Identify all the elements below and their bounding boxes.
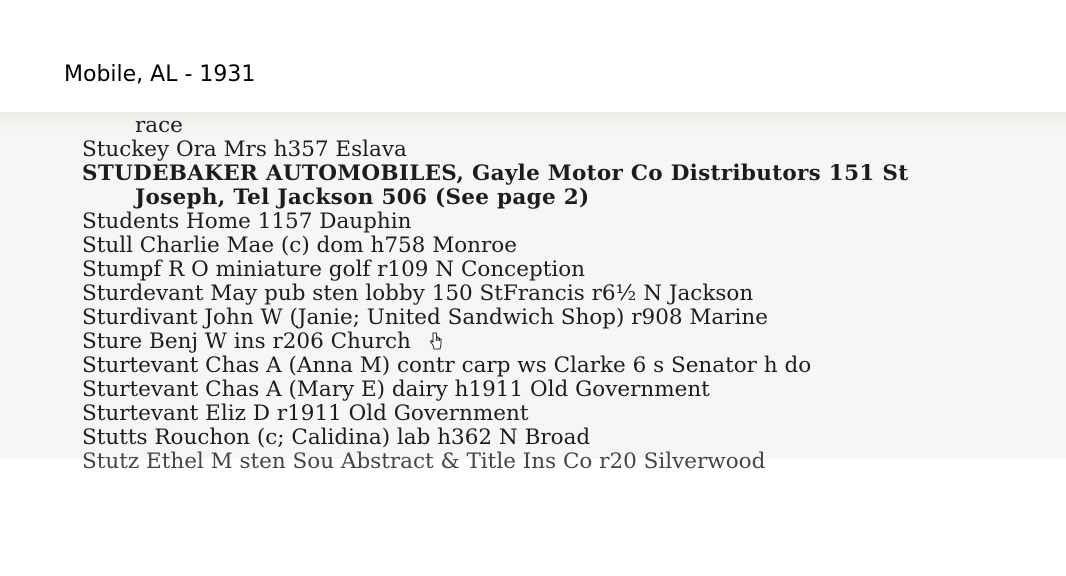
- directory-entry: Sturdevant May pub sten lobby 150 StFrancis r6½ N Jackson: [82, 281, 754, 306]
- hand-cursor-icon: [430, 332, 442, 350]
- directory-entry: Sturtevant Chas A (Mary E) dairy h1911 Old Government: [82, 377, 710, 402]
- directory-entry: STUDEBAKER AUTOMOBILES, Gayle Motor Co Distributors 151 St: [82, 161, 909, 186]
- directory-entry: Sturtevant Eliz D r1911 Old Government: [82, 401, 529, 426]
- directory-entry: Stutts Rouchon (c; Calidina) lab h362 N Broad: [82, 425, 591, 450]
- directory-entry: Sturtevant Chas A (Anna M) contr carp ws Clarke 6 s Senator h do: [82, 353, 812, 378]
- directory-entries: [0, 114, 1066, 474]
- directory-entry: Joseph, Tel Jackson 506 (See page 2): [135, 185, 590, 210]
- directory-entry: Stumpf R O miniature golf r109 N Conception: [82, 257, 586, 282]
- directory-entry: Stull Charlie Mae (c) dom h758 Monroe: [82, 233, 517, 258]
- directory-entry: Sture Benj W ins r206 Church: [82, 329, 411, 354]
- page-caption: Mobile, AL - 1931: [64, 62, 256, 87]
- directory-entry: Students Home 1157 Dauphin: [82, 209, 412, 234]
- directory-entry: race: [135, 113, 183, 138]
- directory-entry: Stuckey Ora Mrs h357 Eslava: [82, 137, 407, 162]
- directory-entry: Stutz Ethel M sten Sou Abstract & Title Ins Co r20 Silverwood: [82, 449, 766, 474]
- directory-scan: [0, 112, 1066, 474]
- directory-entry: Sturdivant John W (Janie; United Sandwich Shop) r908 Marine: [82, 305, 768, 330]
